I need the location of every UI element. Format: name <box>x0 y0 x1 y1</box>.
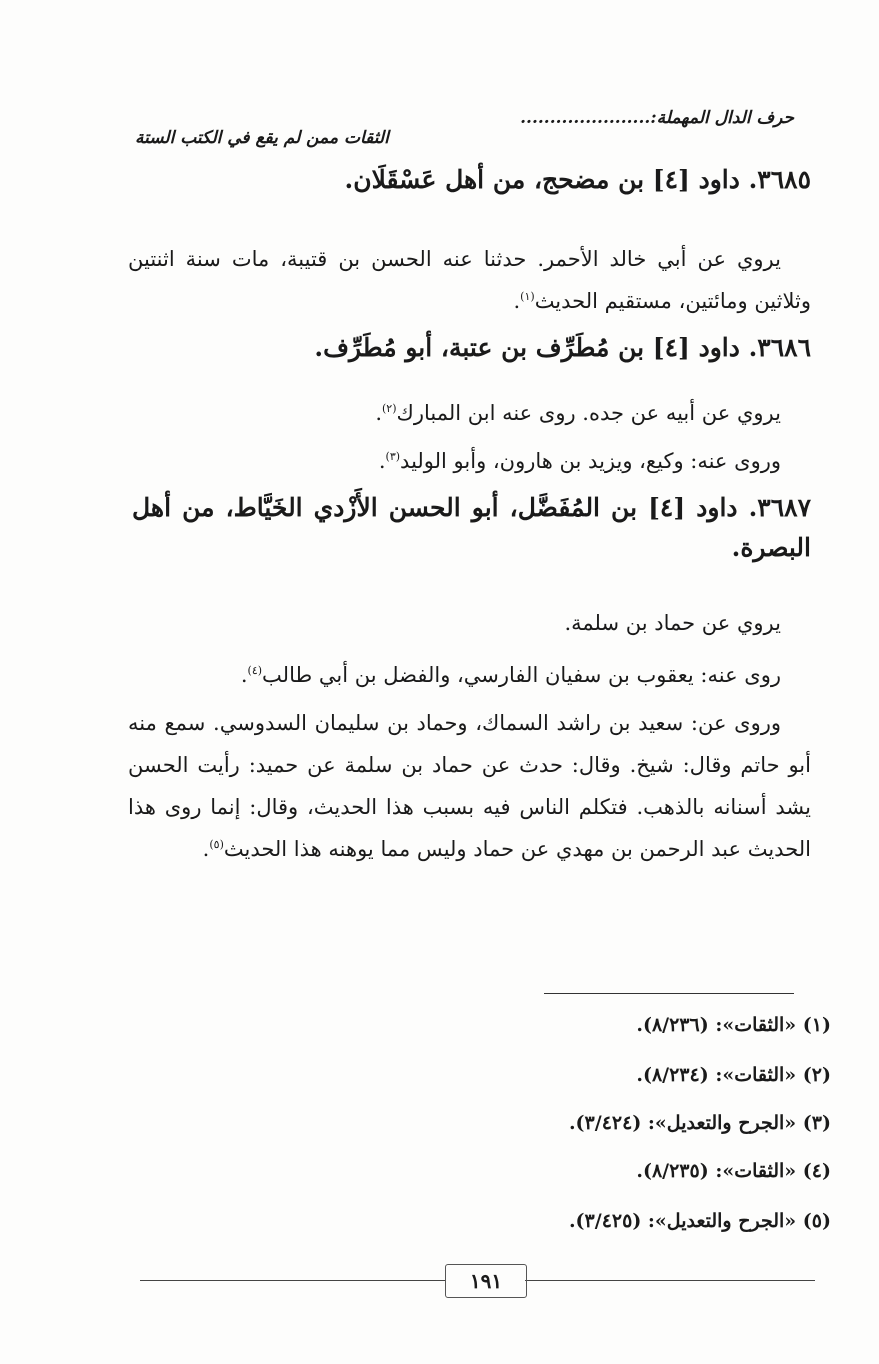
paragraph-end: . <box>375 401 382 425</box>
footnote-marker: (٤) <box>247 664 263 677</box>
entry-3687-paragraph-3 <box>128 702 811 870</box>
footnote-separator <box>544 993 794 994</box>
footnote-2: (٢) «الثقات»: (٨/٢٣٤). <box>636 1064 831 1086</box>
footnote-marker: (٣) <box>385 450 401 463</box>
footnote-5: (٥) «الجرح والتعديل»: (٣/٤٢٥). <box>568 1210 831 1232</box>
entry-heading-3687: ٣٦٨٧. داود [٤] بن المُفَضَّل، أبو الحسن الأَزْدي الخَيَّاط، من أهل البصرة. <box>132 493 811 562</box>
paragraph-text: يروي عن حماد بن سلمة. <box>564 611 781 635</box>
running-header-dots: ...................... <box>520 108 651 128</box>
running-header-chapter: حرف الدال المهملة: <box>650 108 794 128</box>
entry-3685-paragraph <box>128 238 811 322</box>
paragraph-text: وروى عن: سعيد بن راشد السماك، وحماد بن سليمان السدوسي. سمع منه أبو حاتم وقال: شيخ. وقال: حدث عن حماد بن سلمة عن حميد: رأيت الحسن يشد أسنانه بالذهب. فتكلم الناس فيه بسبب هذا الحديث، وقال: إنما روى هذا الحديث عبد الرحمن بن مهدي عن حماد وليس مما يوهنه هذا الحديث <box>128 711 811 861</box>
entry-3686-paragraph-2 <box>128 440 811 482</box>
paragraph-end: . <box>202 837 210 861</box>
entry-3687-paragraph-1 <box>128 602 811 644</box>
paragraph-end: . <box>378 449 386 473</box>
page-number-rule-right <box>525 1280 815 1281</box>
paragraph-text: يروي عن أبيه عن جده. روى عنه ابن المبارك <box>396 401 781 425</box>
entry-3687-paragraph-2 <box>128 654 811 696</box>
entry-heading-3686: ٣٦٨٦. داود [٤] بن مُطَرِّف بن عتبة، أبو مُطَرِّف. <box>314 333 811 362</box>
footnote-marker: (٢) <box>382 402 397 415</box>
running-header-book-title: الثقات ممن لم يقع في الكتب الستة <box>135 128 389 148</box>
page-number-rule-left <box>140 1280 445 1281</box>
paragraph-end: . <box>240 663 248 687</box>
paragraph-text: وروى عنه: وكيع، ويزيد بن هارون، وأبو الوليد <box>400 449 781 473</box>
page-number: ١٩١ <box>445 1264 527 1298</box>
entry-3686-paragraph-1 <box>128 392 811 434</box>
footnote-1: (١) «الثقات»: (٨/٢٣٦). <box>636 1014 831 1036</box>
running-header <box>135 108 794 148</box>
paragraph-end: . <box>513 289 521 313</box>
footnote-marker: (١) <box>520 290 535 303</box>
footnote-4: (٤) «الثقات»: (٨/٢٣٥). <box>636 1160 831 1182</box>
paragraph-text: روى عنه: يعقوب بن سفيان الفارسي، والفضل بن أبي طالب <box>262 663 781 687</box>
paragraph-text: يروي عن أبي خالد الأحمر. حدثنا عنه الحسن بن قتيبة، مات سنة اثنتين وثلاثين ومائتين، مستقيم الحديث <box>128 247 811 313</box>
footnote-marker: (٥) <box>209 838 224 851</box>
footnote-3: (٣) «الجرح والتعديل»: (٣/٤٢٤). <box>568 1112 831 1134</box>
entry-heading-3685: ٣٦٨٥. داود [٤] بن مضحج، من أهل عَسْقَلَان. <box>344 165 811 194</box>
